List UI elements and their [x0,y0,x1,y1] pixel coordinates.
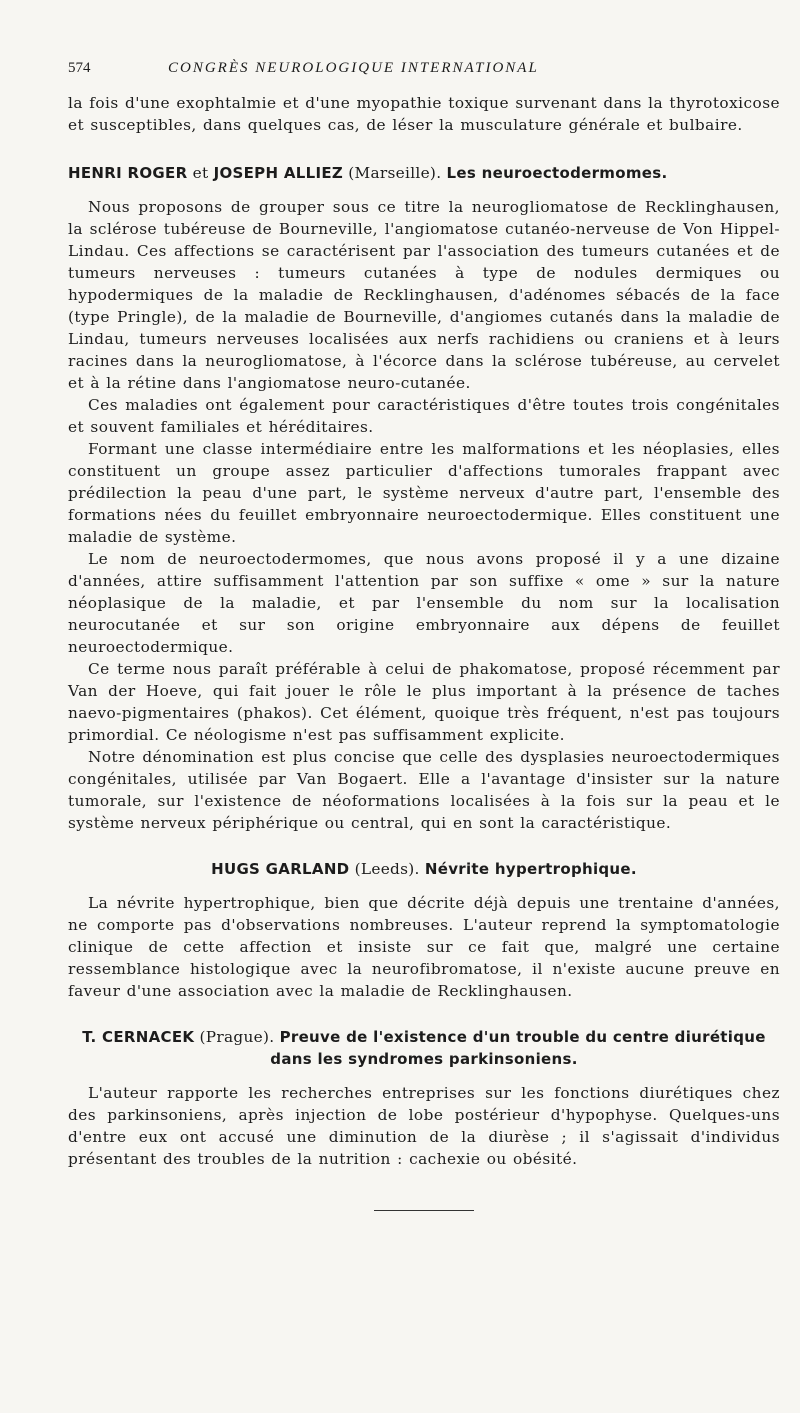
article-title: Névrite hypertrophique. [424,860,637,878]
body-paragraph: L'auteur rapporte les recherches entreprises sur les fonctions diurétiques chez des parkinsoniens, après injection de lobe postérieur d'hypophyse. Quelques-uns d'entre eux ont accusé une diminution de la diurèse ; il s'agissait d'individus présentant des troubles de la nutrition : cachexie ou obésité. [68,1084,780,1168]
entry-heading [68,162,780,184]
entry-heading [68,1026,780,1070]
article-title: Les neuroectodermomes. [446,164,668,182]
article-title: Preuve de l'existence d'un trouble du centre diurétique [279,1028,766,1046]
entry-heading [68,858,780,880]
running-header [68,60,780,84]
page-number: 574 [68,60,91,76]
body-paragraph: Notre dénomination est plus concise que celle des dysplasies neuroectodermiques congénitales, utilisée par Van Bogaert. Elle a l'avantage d'insister sur la nature tumorale, sur l'existence de néoformations localisées à la fois sur la peau et le système nerveux périphérique ou central, qui en sont la caractéristique. [68,748,780,832]
author-name: JOSEPH ALLIEZ [213,164,344,182]
body-paragraph: Ces maladies ont également pour caractéristiques d'être toutes trois congénitales et souvent familiales et héréditaires. [68,396,780,436]
intro-paragraph: la fois d'une exophtalmie et d'une myopathie toxique survenant dans la thyrotoxicose et susceptibles, dans quelques cas, de léser la musculature générale et bulbaire. [68,94,780,134]
body-paragraph: Nous proposons de grouper sous ce titre la neurogliomatose de Recklinghausen, la sclérose tubéreuse de Bourneville, l'angiomatose cutanéo-nerveuse de Von Hippel-Lindau. Ces affections se caractérisent par l'association des tumeurs cutanées et de tumeurs nerveuses : tumeurs cutanées à type de nodules dermiques ou hypodermiques de la maladie de Recklinghausen, d'adénomes sébacés de la face (type Pringle), de la maladie de Bourneville, d'angiomes cutanés dans la maladie de Lindau, tumeurs nerveuses localisées aux nerfs rachidiens ou craniens et à leurs racines dans la neurogliomatose, à l'écorce dans la sclérose tubéreuse, au cervelet et à la rétine dans l'angiomatose neuro-cutanée. [68,198,780,392]
conjunction: et [192,164,209,182]
body-paragraph: Le nom de neuroectodermomes, que nous avons proposé il y a une dizaine d'années, attire suffisamment l'attention par son suffixe « ome » sur la nature néoplasique de la maladie, et par l'ensemble du nom sur la localisation neurocutanée et sur son origine embryonnaire aux dépens de feuillet neuroectodermique. [68,550,780,656]
page [68,60,780,1211]
body-paragraph: Formant une classe intermédiaire entre les malformations et les néoplasies, elles constituent un groupe assez particulier d'affections tumorales frappant avec prédilection la peau d'une part, le système nerveux d'autre part, l'ensemble des formations nées du feuillet embryonnaire neuroectodermique. Elles constituent une maladie de système. [68,440,780,546]
body-paragraph: La névrite hypertrophique, bien que décrite déjà depuis une trentaine d'années, ne comporte pas d'observations nombreuses. L'auteur reprend la symptomatologie clinique de cette affection et insiste sur ce fait que, malgré une certaine ressemblance histologique avec la neurofibromatose, il n'existe aucune preuve en faveur d'une association avec la maladie de Recklinghausen. [68,894,780,1000]
article-title-continued: dans les syndromes parkinsoniens. [270,1050,578,1068]
section-end-rule [374,1210,474,1211]
body-paragraph: Ce terme nous paraît préférable à celui de phakomatose, proposé récemment par Van der Hoeve, qui fait jouer le rôle le plus important à la présence de taches naevo-pigmentaires (phakos). Cet élément, quoique très fréquent, n'est pas toujours primordial. Ce néologisme n'est pas suffisamment explicite. [68,660,780,744]
author-place: (Marseille). [348,164,442,182]
author-place: (Prague). [199,1028,275,1046]
author-name: T. CERNACEK [82,1028,195,1046]
running-title: CONGRÈS NEUROLOGIQUE INTERNATIONAL [168,60,539,76]
author-name: HUGS GARLAND [211,860,350,878]
author-name: HENRI ROGER [68,164,188,182]
author-place: (Leeds). [354,860,420,878]
